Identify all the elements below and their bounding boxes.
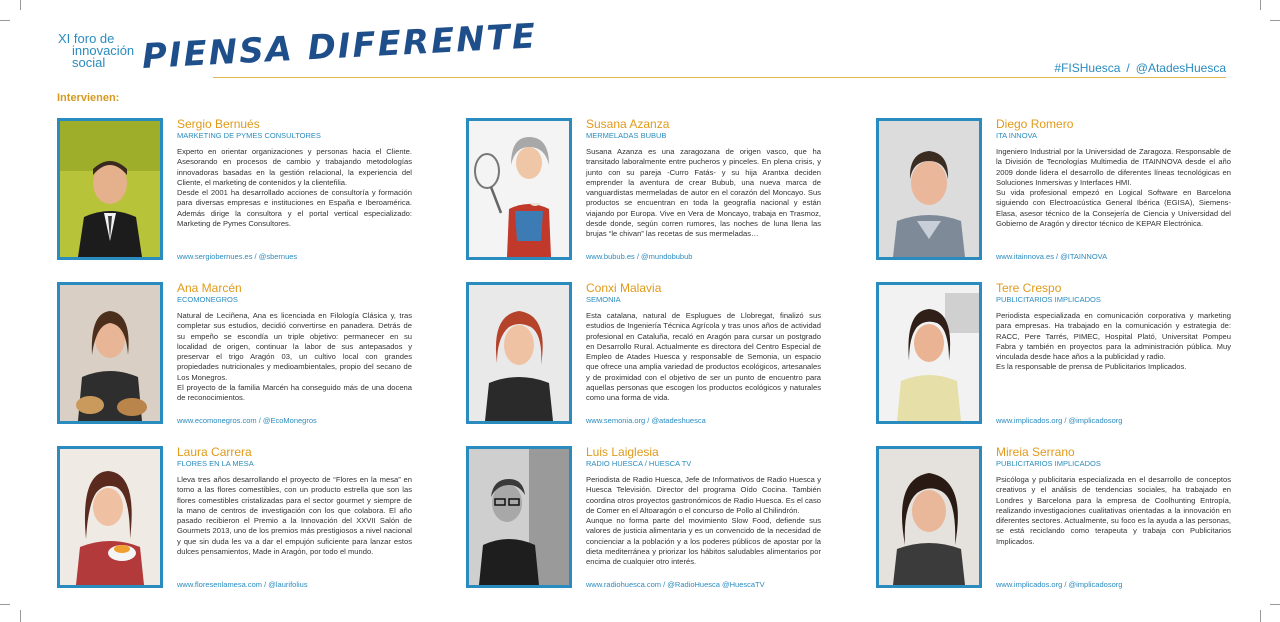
hashtag-separator: / — [1126, 61, 1130, 75]
event-title-line: XI foro de — [58, 31, 115, 46]
crop-mark — [0, 604, 10, 605]
speaker-bio — [177, 311, 412, 404]
speaker-web[interactable]: www.radiohuesca.com / @RadioHuesca @HuescaTV — [586, 580, 765, 589]
bio-paragraph: Psicóloga y publicitaria especializada en el desarrollo de conceptos creativos y el análisis de tendencias sociales, ha trabajado en Londres y Barcelona para la empresa de Coolhunting Entropía, realizando investigaciones cualitativas orientadas a la innovación en diferentes sectores. Actualmente, su foco es la ayuda a las personas, se está reciclando como terapeuta y trabaja con Publicitarios Implicados. — [996, 475, 1231, 546]
speaker-web[interactable]: www.floresenlamesa.com / @laurifolius — [177, 580, 308, 589]
bio-paragraph: Experto en orientar organizaciones y personas hacia el Cliente. Asesorando en procesos de cambio y trabajando metodologías innovadoras basadas en la gestión relacional, la experiencia del Cliente, el marketing de contenidos y la clientefilia. — [177, 147, 412, 187]
bio-paragraph: Es la responsable de prensa de Publicitarios Implicados. — [996, 362, 1187, 372]
speaker-bio — [177, 147, 412, 229]
speaker-company: ITA INNOVA — [996, 131, 1037, 140]
hashtag: #FISHuesca — [1054, 61, 1121, 75]
bio-paragraph: Natural de Leciñena, Ana es licenciada en Filología Clásica y, tras completar sus estudios, decidió convertirse en panadera. Detrás de su empeño se escondía un triple objetivo: permanecer en su localidad de origen, continuar la labor de sus antepasados y preservar el trigo Aragón 03, un cultivo local con grandes propiedades nutricionales y medioambientales, propio del secano de Los Monegros. — [177, 311, 412, 382]
speaker-company: PUBLICITARIOS IMPLICADOS — [996, 459, 1101, 468]
section-label: Intervienen: — [57, 92, 120, 104]
speaker-company: RADIO HUESCA / HUESCA TV — [586, 459, 692, 468]
event-title-line: social — [72, 55, 106, 70]
crop-mark — [1270, 20, 1280, 21]
speaker-bio — [996, 475, 1231, 547]
speaker-card — [466, 446, 821, 596]
speaker-card — [466, 282, 821, 432]
speaker-company: MARKETING DE PYMES CONSULTORES — [177, 131, 321, 140]
speaker-name: Tere Crespo — [996, 281, 1062, 295]
speaker-bio — [996, 311, 1231, 373]
speaker-web[interactable]: www.implicados.org / @implicadosorg — [996, 580, 1123, 589]
crop-mark — [20, 610, 21, 622]
speaker-card — [57, 446, 412, 596]
speaker-name: Ana Marcén — [177, 281, 242, 295]
speaker-photo — [466, 118, 572, 260]
header-rule — [213, 77, 1226, 78]
speaker-card — [57, 282, 412, 432]
speaker-name: Sergio Bernués — [177, 117, 260, 131]
speaker-bio — [586, 147, 821, 240]
crop-mark — [1260, 0, 1261, 10]
speaker-photo — [466, 282, 572, 424]
speaker-web[interactable]: www.implicados.org / @implicadosorg — [996, 416, 1123, 425]
bio-paragraph: Esta catalana, natural de Esplugues de Llobregat, finalizó sus estudios de Ingeniería Técnica Agrícola y tras unos años de actividad profesional en Cataluña, recaló en Aragón para cursar un postgrado en Desarrollo Rural. Actualmente es directora del Centro Especial de Empleo de Atades Huesca y responsable de Semonia, un espacio que ofrece una amplia variedad de productos ecológicos, artesanales y de proximidad con el objetivo de ser un punto de encuentro para aquellas personas que escogen los productos ecológicos y naturales como una forma de vida. — [586, 311, 821, 403]
speaker-company: SEMONIA — [586, 295, 621, 304]
speaker-web[interactable]: www.semonia.org / @atadeshuesca — [586, 416, 706, 425]
bio-paragraph: Lleva tres años desarrollando el proyecto de “Flores en la mesa” en torno a las flores comestibles, con un producto estrella que son las flores comestibles cristalizadas para el sector gourmet y siempre de la mano de centros de investigación con los que colabora. El año pasado recibieron el Premio a la Innovación del XXVII Salón de Gourmets 2013, uno de los premios más prestigiosos a nivel nacional y que sin duda les va a dar el empujón suficiente para lanzar estos dulces pensamientos, Made in Aragón, por todo el mundo. — [177, 475, 412, 557]
crop-mark — [1260, 610, 1261, 622]
speaker-company: MERMELADAS BUBUB — [586, 131, 667, 140]
bio-paragraph: Aunque no forma parte del movimiento Slow Food, defiende sus valores de justicia alimentaria y es un convencido de la necesidad de concienciar a la población y a los poderes públicos de apostar por la dieta mediterránea y priorizar los hábitos saludables alimentarios por encima de cualquier otro interés. — [586, 516, 821, 567]
speaker-card — [57, 118, 412, 268]
crop-mark — [20, 0, 21, 10]
speaker-card — [876, 282, 1231, 432]
speaker-bio — [586, 475, 821, 568]
crop-mark — [1270, 604, 1280, 605]
bio-paragraph: Su vida profesional empezó en Logical Software en Barcelona siguiendo con Electroacústica General Ibérica (EGISA), Siemens-Elasa, asesor técnico de la Consejería de Ciencia y Universidad del Gobierno de Aragón y director técnico de KEPAR Electrónica. — [996, 188, 1231, 229]
speaker-name: Diego Romero — [996, 117, 1074, 131]
speaker-photo — [57, 446, 163, 588]
slogan-handwritten: PIENSA DIFERENTE — [140, 16, 539, 77]
speaker-name: Laura Carrera — [177, 445, 252, 459]
speaker-name: Conxi Malavia — [586, 281, 662, 295]
speaker-name: Mireia Serrano — [996, 445, 1075, 459]
speaker-card — [876, 446, 1231, 596]
speaker-card — [876, 118, 1231, 268]
bio-paragraph: Ingeniero Industrial por la Universidad de Zaragoza. Responsable de la División de Tecnologías Multimedia de ITAINNOVA desde el año 2009 donde lidera el desarrollo de diferentes líneas tecnológicas en Soluciones Inmersivas y Interfaces HMI. — [996, 147, 1231, 187]
speaker-bio — [177, 475, 412, 557]
bio-paragraph: Desde el 2001 ha desarrollado acciones de consultoría y formación para diversas empresas e instituciones en España e Iberoamérica. Además dirige la consultora y el portal vertical especializado: Marketing de Pymes Consultores. — [177, 188, 412, 229]
bio-paragraph: Periodista especializada en comunicación corporativa y marketing para empresas. Ha trabajado en la comunicación y estrategia de: RACC, Pere Tarrés, PIMEC, Hospital Plató, Universitat Pompeu Fabra y también en proyectos para la administración pública. Muy vinculada desde hace años a la publicidad y radio. — [996, 311, 1231, 362]
speaker-web[interactable]: www.itainnova.es / @ITAINNOVA — [996, 252, 1108, 261]
speaker-web[interactable]: www.ecomonegros.com / @EcoMonegros — [177, 416, 317, 425]
speaker-bio — [996, 147, 1231, 229]
speaker-card — [466, 118, 821, 268]
speaker-photo — [876, 118, 982, 260]
twitter-handle: @AtadesHuesca — [1135, 61, 1226, 75]
bio-paragraph: El proyecto de la familia Marcén ha conseguido más de una docena de reconocimientos. — [177, 383, 412, 403]
speaker-web[interactable]: www.sergiobernues.es / @sbernues — [177, 252, 298, 261]
speaker-name: Luis Laiglesia — [586, 445, 659, 459]
speaker-company: FLORES EN LA MESA — [177, 459, 254, 468]
crop-mark — [0, 20, 10, 21]
event-title — [58, 33, 148, 69]
speaker-company: PUBLICITARIOS IMPLICADOS — [996, 295, 1101, 304]
page-header — [58, 16, 1226, 83]
speaker-photo — [466, 446, 572, 588]
bio-paragraph: Susana Azanza es una zaragozana de origen vasco, que ha transitado laboralmente entre pucheros y pinceles. En plena crisis, y junto con su pareja -Curro Fatás- y su hija Arantxa deciden emprender la aventura de crear Bubub, una nueva marca de vanguardistas mermeladas de autor en el corazón del Moncayo. Sus productos se encuentran en toda la geografía nacional y están viajando por Europa. Vive en Vera de Moncayo, trabaja en Trasmoz, desde donde, según corren rumores, las noches de luna llena las brujas “le chivan” las recetas de sus mermeladas… — [586, 147, 821, 239]
speaker-name: Susana Azanza — [586, 117, 670, 131]
bio-paragraph: Periodista de Radio Huesca, Jefe de Informativos de Radio Huesca y Huesca Televisión. Director del programa Oído Cocina. También coordina otros proyectos gastronómicos de Radio Huesca. Es el caso de Comer en el Altoaragón o el concurso de Pollo al Chilindrón. — [586, 475, 821, 515]
event-title-line: innovación — [72, 43, 135, 58]
speaker-photo — [57, 118, 163, 260]
header-hashtags — [1054, 61, 1226, 75]
speaker-photo — [876, 282, 982, 424]
speaker-company: ECOMONEGROS — [177, 295, 238, 304]
speaker-photo — [876, 446, 982, 588]
speaker-web[interactable]: www.bubub.es / @mundobubub — [586, 252, 693, 261]
speaker-bio — [586, 311, 821, 404]
speaker-photo — [57, 282, 163, 424]
